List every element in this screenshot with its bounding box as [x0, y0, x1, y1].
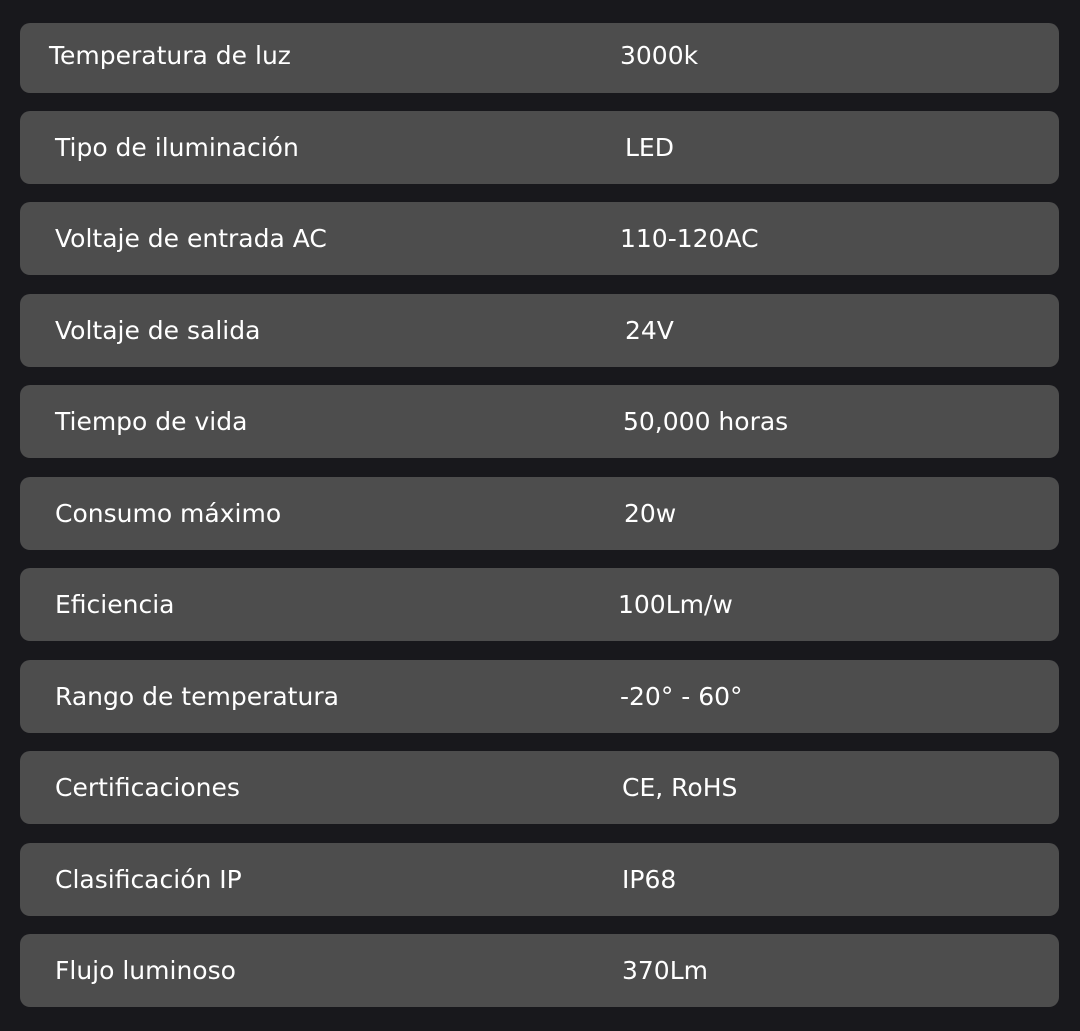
spec-value: CE, RoHS — [622, 773, 738, 802]
spec-value: IP68 — [622, 865, 677, 894]
spec-label: Tipo de iluminación — [55, 133, 299, 162]
spec-row-temperature-range — [20, 660, 1059, 733]
spec-row-efficiency — [20, 568, 1059, 641]
spec-label: Rango de temperatura — [55, 682, 339, 711]
spec-row-certifications — [20, 751, 1059, 824]
spec-label: Consumo máximo — [55, 499, 282, 528]
spec-row-max-consumption — [20, 477, 1059, 550]
spec-row-lighting-type — [20, 111, 1059, 184]
spec-value: 20w — [624, 499, 677, 528]
spec-value: -20° - 60° — [620, 682, 743, 711]
spec-row-ip-rating — [20, 843, 1059, 916]
spec-row-input-voltage — [20, 202, 1059, 275]
spec-label: Flujo luminoso — [55, 956, 236, 985]
spec-label: Certificaciones — [55, 773, 240, 802]
spec-row-lifetime — [20, 385, 1059, 458]
spec-row-light-temperature — [20, 23, 1059, 93]
spec-value: 24V — [625, 316, 674, 345]
spec-row-luminous-flux — [20, 934, 1059, 1007]
spec-value: 3000k — [620, 41, 699, 70]
spec-label: Voltaje de entrada AC — [55, 224, 327, 253]
spec-value: 100Lm/w — [618, 590, 733, 619]
spec-value: 370Lm — [622, 956, 708, 985]
spec-label: Temperatura de luz — [49, 41, 291, 70]
spec-label: Tiempo de vida — [55, 407, 248, 436]
spec-label: Eficiencia — [55, 590, 175, 619]
spec-label: Clasificación IP — [55, 865, 242, 894]
spec-label: Voltaje de salida — [55, 316, 261, 345]
spec-row-output-voltage — [20, 294, 1059, 367]
spec-value: 50,000 horas — [623, 407, 789, 436]
spec-value: LED — [625, 133, 674, 162]
spec-value: 110-120AC — [620, 224, 759, 253]
